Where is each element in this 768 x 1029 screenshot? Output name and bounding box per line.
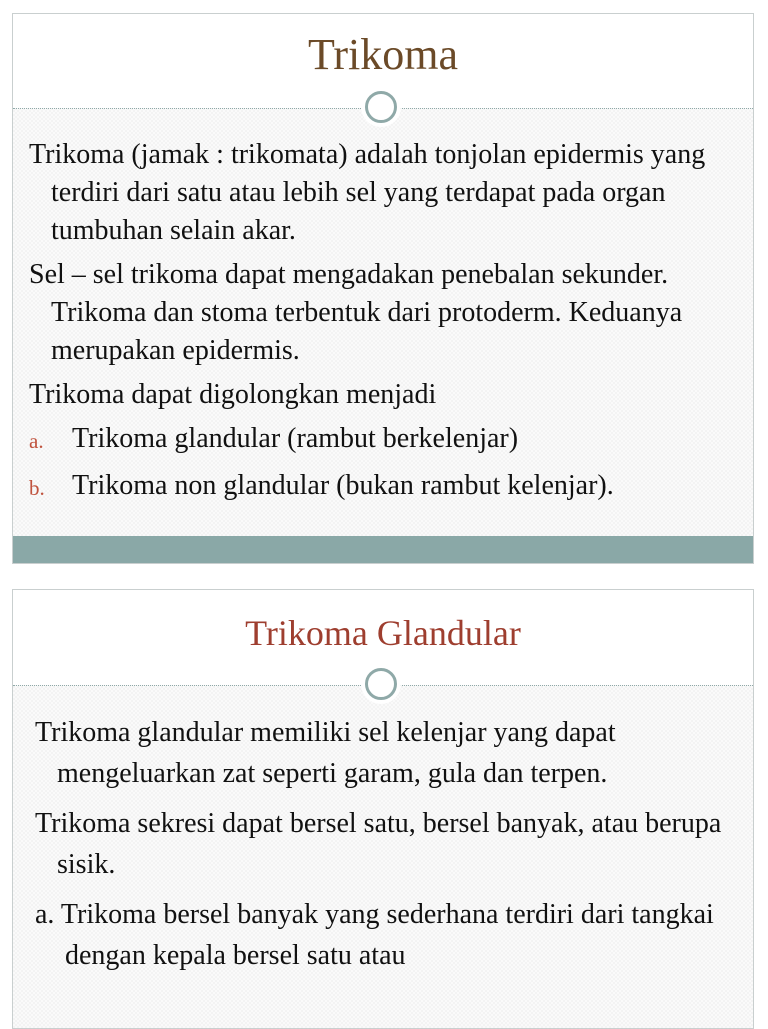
body-paragraph: Trikoma dapat digolongkan menjadi xyxy=(29,379,437,410)
body-paragraph: Trikoma (jamak : trikomata) adalah tonjolan epidermis yang terdiri dari satu atau lebih sel yang terdapat pada organ tumbuhan selain akar. xyxy=(29,139,706,246)
slide-body xyxy=(35,712,745,985)
body-paragraph: a. Trikoma bersel banyak yang sederhana terdiri dari tangkai dengan kepala bersel satu atau xyxy=(35,899,714,971)
list-marker: a. xyxy=(29,429,44,453)
body-paragraph: Sel – sel trikoma dapat mengadakan penebalan sekunder. Trikoma dan stoma terbentuk dari protoderm. Keduanya merupakan epidermis. xyxy=(29,259,683,366)
list-marker: b. xyxy=(29,476,45,500)
list-item-text: Trikoma glandular (rambut berkelenjar) xyxy=(72,423,519,454)
circle-ornament-icon xyxy=(365,91,397,123)
slide-title: Trikoma xyxy=(308,30,458,79)
slide-body xyxy=(29,136,744,514)
body-paragraph: Trikoma glandular memiliki sel kelenjar yang dapat mengeluarkan zat seperti garam, gula dan terpen. xyxy=(35,717,616,789)
footer-band xyxy=(13,536,753,563)
slide-title: Trikoma Glandular xyxy=(245,613,521,653)
slide-trikoma-glandular xyxy=(12,589,754,1029)
circle-ornament-icon xyxy=(365,668,397,700)
list-item xyxy=(29,420,744,458)
slide-trikoma xyxy=(12,13,754,564)
list-item xyxy=(29,467,744,505)
body-paragraph: Trikoma sekresi dapat bersel satu, bersel banyak, atau berupa sisik. xyxy=(35,808,722,880)
list-item-text: Trikoma non glandular (bukan rambut kelenjar). xyxy=(72,470,614,501)
